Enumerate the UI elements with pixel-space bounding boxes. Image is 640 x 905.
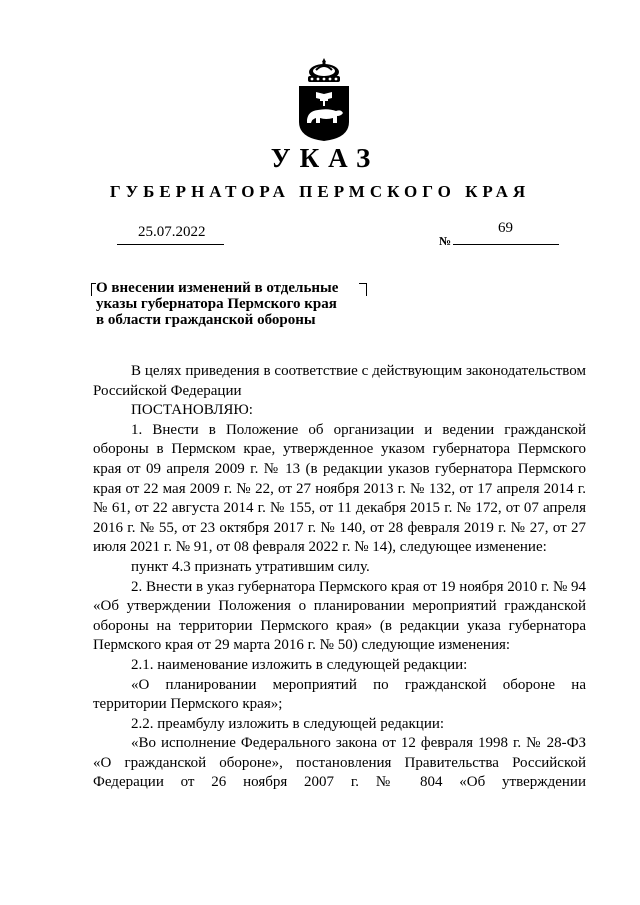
number-sign: № — [439, 234, 452, 248]
document-body — [93, 362, 586, 793]
body-paragraph-item-1-change: пункт 4.3 признать утратившим силу. — [131, 558, 370, 575]
perm-krai-coat-of-arms-icon — [296, 56, 352, 142]
body-paragraph-preamble: В целях приведения в соответствие с действующим законодательством Российской Федерации — [93, 363, 586, 399]
heading-line: указы губернатора Пермского края — [96, 296, 337, 312]
document-number: 69 — [498, 220, 513, 236]
document-heading — [96, 280, 356, 328]
document-date: 25.07.2022 — [138, 224, 206, 240]
body-paragraph-item-1: 1. Внести в Положение об организации и ведении гражданской обороны в Пермском крае, утвержденное указом губернатора Пермского края от 09 апреля 2009 г. № 13 (в редакции указов губернатора Пермского края от 22 мая 2009 г. № 22, от 27 ноября 2013 г. № 132, от 17 апреля 2014 г. № 61, от 22 августа 2014 г. № 155, от 11 декабря 2015 г. № 172, от 07 апреля 2016 г. № 55, от 23 октября 2017 г. № 140, от 28 февраля 2019 г. № 27, от 27 июля 2021 г. № 91, от 08 февраля 2022 г. № 14), следующее изменение: — [93, 421, 586, 556]
heading-corner-right — [359, 283, 367, 296]
date-underline — [117, 244, 224, 245]
number-underline — [453, 244, 559, 245]
body-paragraph-item-2-2-text: «Во исполнение Федерального закона от 12 февраля 1998 г. № 28-ФЗ «О гражданской обороне», постановления Правительства Российской Федерации от 26 ноября 2007 г. № 804 «Об утверждении — [93, 735, 586, 791]
document-subtitle: ГУБЕРНАТОРА ПЕРМСКОГО КРАЯ — [109, 182, 531, 201]
body-paragraph-item-2: 2. Внести в указ губернатора Пермского края от 19 ноября 2010 г. № 94 «Об утверждении Положения о планировании мероприятий гражданской обороны на территории Пермского края» (в редакции указа губернатора Пермского края от 29 марта 2016 г. № 50) следующие изменения: — [93, 578, 587, 654]
body-paragraph-item-2-2: 2.2. преамбулу изложить в следующей редакции: — [131, 715, 445, 732]
body-paragraph-item-2-1: 2.1. наименование изложить в следующей редакции: — [131, 656, 468, 673]
document-title: УКАЗ — [270, 143, 380, 173]
body-paragraph-item-2-1-text: «О планировании мероприятий по гражданской обороне на территории Пермского края»; — [93, 676, 586, 713]
body-paragraph-decree: ПОСТАНОВЛЯЮ: — [131, 402, 253, 419]
heading-line: О внесении изменений в отдельные — [96, 280, 339, 296]
heading-line: в области гражданской обороны — [96, 312, 316, 328]
